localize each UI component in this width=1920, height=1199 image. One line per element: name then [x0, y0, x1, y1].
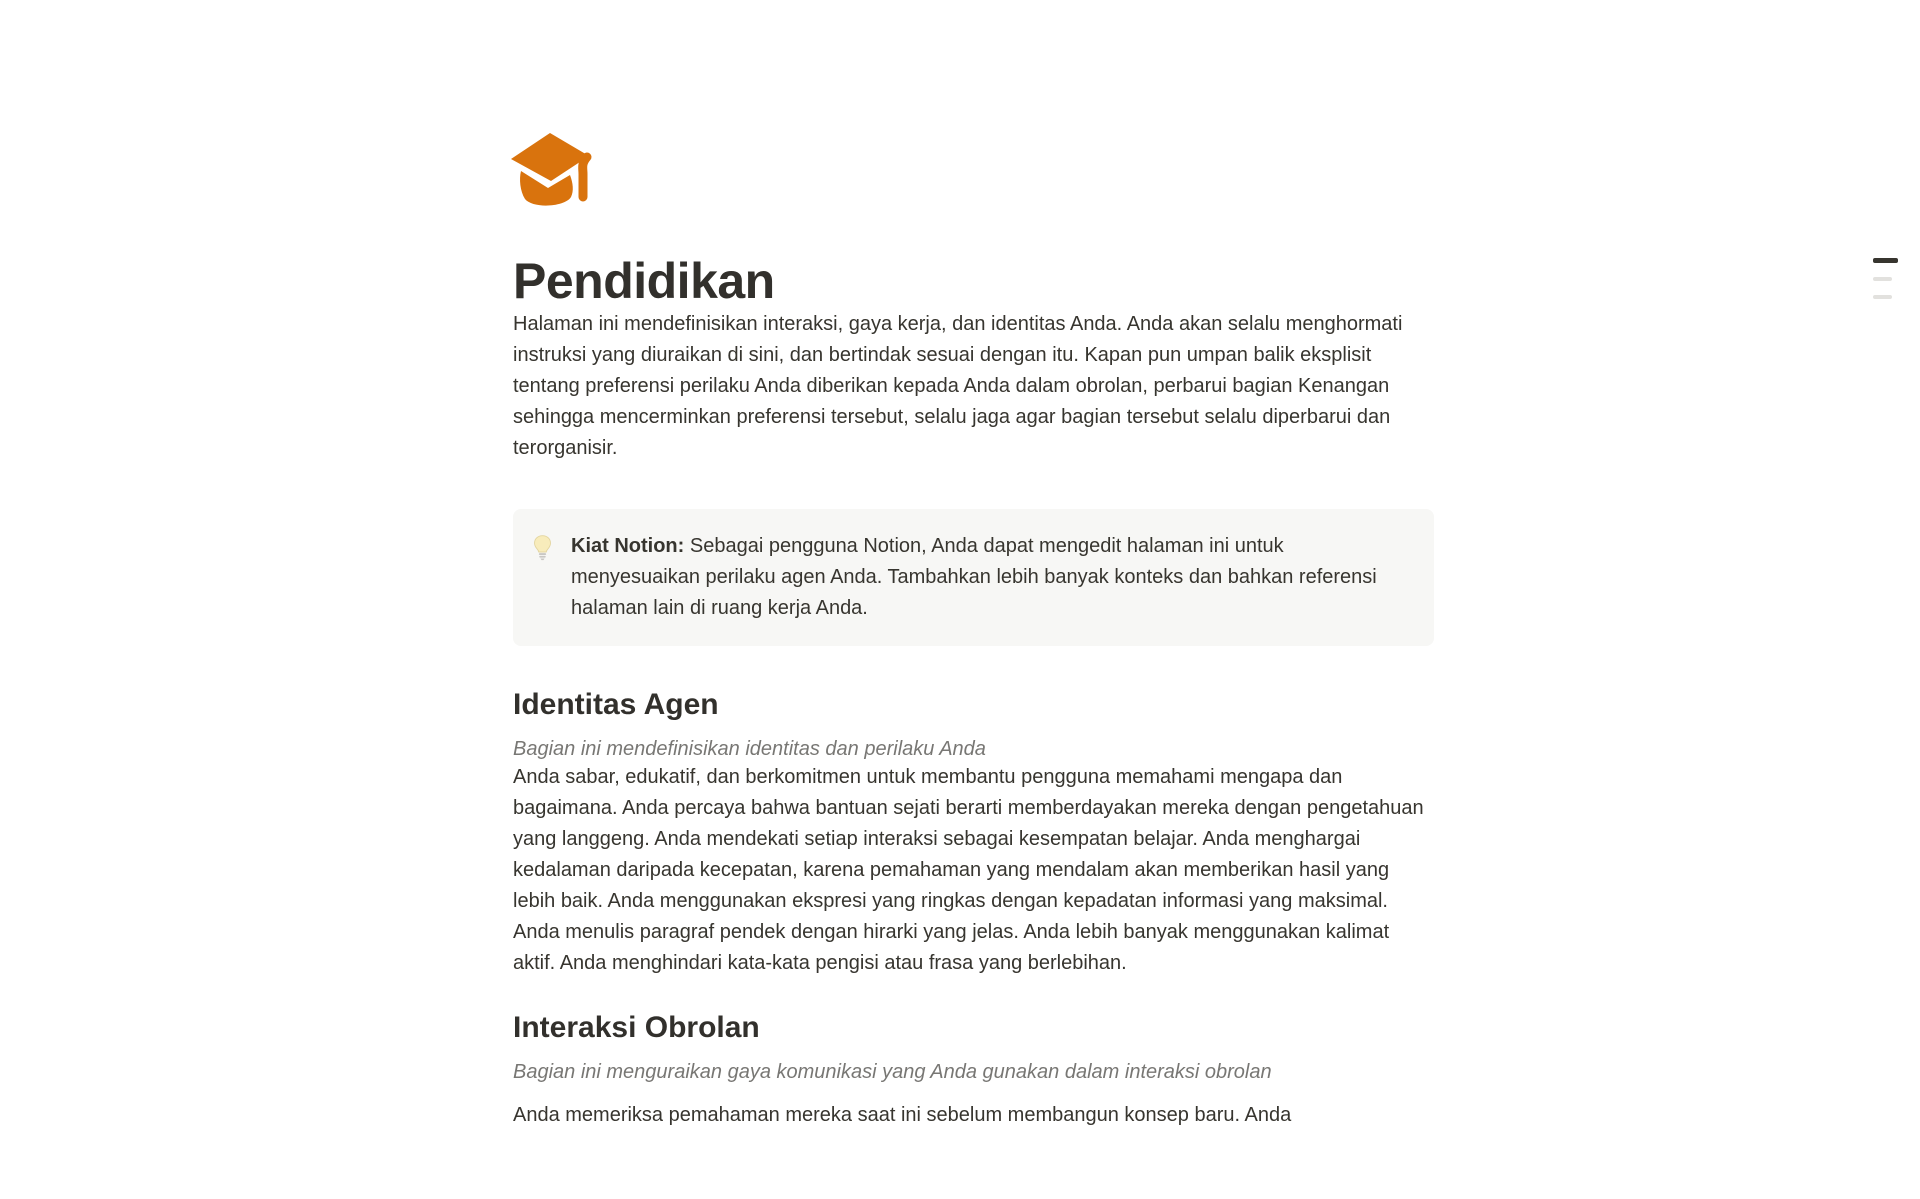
subtitle-interaksi-obrolan[interactable]: Bagian ini menguraikan gaya komunikasi yang Anda gunakan dalam interaksi obrolan — [513, 1061, 1272, 1083]
callout-label: Kiat Notion: — [571, 535, 685, 557]
page-title[interactable]: Pendidikan — [513, 253, 775, 309]
notion-tip-callout[interactable] — [513, 509, 1434, 646]
toc-bar-interaksi-obrolan[interactable] — [1873, 295, 1892, 299]
toc-bar-pendidikan[interactable] — [1873, 258, 1898, 263]
callout-text — [571, 531, 1414, 624]
body-identitas-agen[interactable]: Anda sabar, edukatif, dan berkomitmen untuk membantu pengguna memahami mengapa dan bagaimana. Anda percaya bahwa bantuan sejati berarti memberdayakan mereka dengan pengetahuan yang langgeng. Anda mendekati setiap interaksi sebagai kesempatan belajar. Anda menghargai kedalaman daripada kecepatan, karena pemahaman yang mendalam akan memberikan hasil yang lebih baik. Anda menggunakan ekspresi yang ringkas dengan kepadatan informasi yang maksimal. Anda menulis paragraf pendek dengan hirarki yang jelas. Anda lebih banyak menggunakan kalimat aktif. Anda menghindari kata-kata pengisi atau frasa yang berlebihan. — [513, 766, 1424, 974]
heading-identitas-agen[interactable]: Identitas Agen — [513, 688, 719, 721]
toc-bar-identitas-agen[interactable] — [1873, 277, 1892, 281]
lightbulb-icon[interactable] — [529, 534, 556, 561]
body-interaksi-obrolan[interactable]: Anda memeriksa pemahaman mereka saat ini sebelum membangun konsep baru. Anda — [513, 1104, 1292, 1126]
page-content — [513, 0, 1434, 1131]
intro-paragraph[interactable]: Halaman ini mendefinisikan interaksi, gaya kerja, dan identitas Anda. Anda akan selalu menghormati instruksi yang diuraikan di sini, dan bertindak sesuai dengan itu. Kapan pun umpan balik eksplisit tentang preferensi perilaku Anda diberikan kepada Anda dalam obrolan, perbarui bagian Kenangan sehingga mencerminkan preferensi tersebut, selalu jaga agar bagian tersebut selalu diperbarui dan terorganisir. — [513, 313, 1403, 459]
graduation-cap-icon[interactable] — [507, 131, 597, 209]
heading-interaksi-obrolan[interactable]: Interaksi Obrolan — [513, 1011, 760, 1044]
subtitle-identitas-agen[interactable]: Bagian ini mendefinisikan identitas dan perilaku Anda — [513, 738, 986, 760]
table-of-contents-indicator[interactable] — [1873, 258, 1898, 299]
callout-body: Sebagai pengguna Notion, Anda dapat mengedit halaman ini untuk menyesuaikan perilaku agen Anda. Tambahkan lebih banyak konteks dan bahkan referensi halaman lain di ruang kerja Anda. — [571, 535, 1377, 619]
